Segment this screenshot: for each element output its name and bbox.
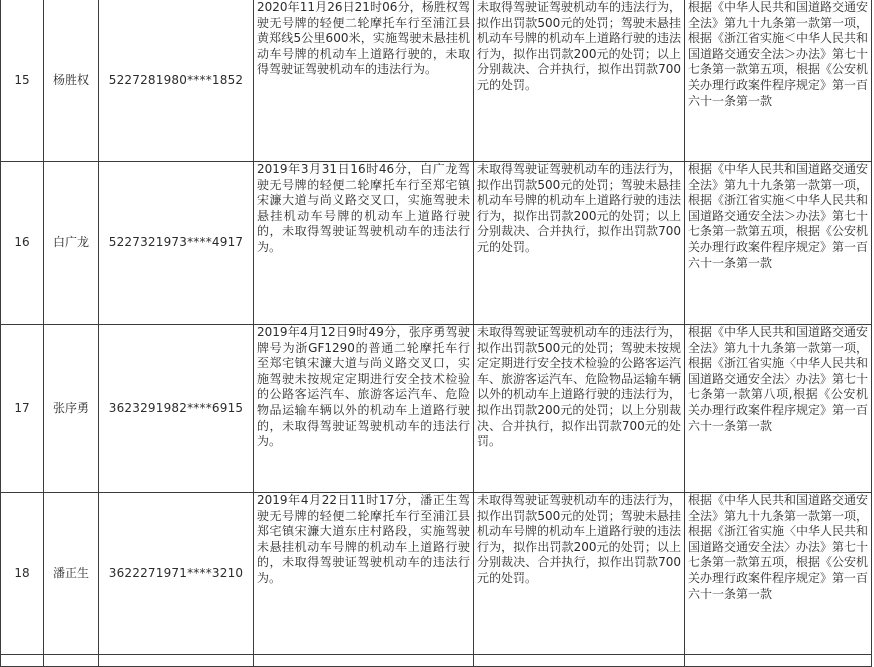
id-number: 3622271971****3210	[99, 493, 254, 655]
id-number: 5227281980****1852	[99, 0, 254, 162]
legal-basis: 根据《中华人民共和国道路交通安全法》第九十九条第一款第一项，根据《浙江省实施〈中华人民共和国道路交通安全法〉办法》第七十七条第一款第五项，根据《公安机关办理行政案件程序规定》第一百六十一条第一款	[685, 493, 872, 655]
row-number: 16	[1, 162, 44, 325]
proposed-penalty: 未取得驾驶证驾驶机动车的违法行为，拟作出罚款500元的处罚；驾驶未悬挂机动车号牌的机动车上道路行驶的违法行为，拟作出罚款200元的处罚；以上分别裁决、合并执行，拟作出罚款700元的处罚。	[474, 493, 685, 655]
legal-basis: 根据《中华人民共和国道路交通安全法》第九十九条第一款第一项，根据《浙江省实施〈中华人民共和国道路交通安全法〉办法》第七十七条第一款第八项,根据《公安机关办理行政案件程序规定》第一百六十一条第一款	[685, 325, 872, 493]
violation-facts: 2019年4月12日9时49分，张序勇驾驶牌号为浙GF1290的普通二轮摩托车行至郑宅镇宋濂大道与尚义路交叉口，实施驾驶未按规定定期进行安全技术检验的公路客运汽车、旅游客运汽车、危险物品运输车辆以外的机动车上道路行驶的，未取得驾驶证驾驶机动车的违法行为。	[254, 325, 474, 493]
violation-facts: 2020年11月26日21时06分，杨胜权驾驶无号牌的轻便二轮摩托车行至浦江县黄郑线5公里600米，实施驾驶未悬挂机动车号牌的机动车上道路行驶的，未取得驾驶证驾驶机动车的违法行为。	[254, 0, 474, 162]
violation-facts: 2019年3月31日16时46分，白广龙驾驶无号牌的轻便二轮摩托车行至郑宅镇宋濂大道与尚义路交叉口，实施驾驶未悬挂机动车号牌的机动车上道路行驶的，未取得驾驶证驾驶机动车的违法行为。	[254, 162, 474, 325]
row-number: 15	[1, 0, 44, 162]
person-name: 张序勇	[44, 325, 99, 493]
id-number: 3623291982****6915	[99, 325, 254, 493]
legal-basis: 根据《中华人民共和国道路交通安全法》第九十九条第一款第一项，根据《浙江省实施＜中华人民共和国道路交通安全法＞办法》第七十七条第一款第五项，根据《公安机关办理行政案件程序规定》第一百六十一条第一款	[685, 0, 872, 162]
legal-basis: 根据《中华人民共和国道路交通安全法》第九十九条第一款第一项，根据《浙江省实施＜中华人民共和国道路交通安全法＞办法》第七十七条第一款第五项，根据《公安机关办理行政案件程序规定》第一百六十一条第一款	[685, 162, 872, 325]
empty-cell	[474, 655, 685, 667]
proposed-penalty: 未取得驾驶证驾驶机动车的违法行为，拟作出罚款500元的处罚；驾驶未悬挂机动车号牌的机动车上道路行驶的违法行为，拟作出罚款200元的处罚；以上分别裁决、合并执行，拟作出罚款700元的处罚。	[474, 162, 685, 325]
person-name: 杨胜权	[44, 0, 99, 162]
proposed-penalty: 未取得驾驶证驾驶机动车的违法行为，拟作出罚款500元的处罚；驾驶未按规定定期进行安全技术检验的公路客运汽车、旅游客运汽车、危险物品运输车辆以外的机动车上道路行驶的违法行为，拟作出罚款200元的处罚；以上分别裁决、合并执行，拟作出罚款700元的处罚。	[474, 325, 685, 493]
table-row-partial	[1, 655, 872, 667]
table-row	[1, 0, 872, 162]
empty-cell	[1, 655, 44, 667]
violation-facts: 2019年4月22日11时17分，潘正生驾驶无号牌的轻便二轮摩托车行至浦江县郑宅镇宋濂大道东庄村路段，实施驾驶未悬挂机动车号牌的机动车上道路行驶的，未取得驾驶证驾驶机动车的违法行为。	[254, 493, 474, 655]
row-number: 18	[1, 493, 44, 655]
empty-cell	[44, 655, 99, 667]
person-name: 白广龙	[44, 162, 99, 325]
id-number: 5227321973****4917	[99, 162, 254, 325]
table-row	[1, 162, 872, 325]
empty-cell	[254, 655, 474, 667]
empty-cell	[685, 655, 872, 667]
row-number: 17	[1, 325, 44, 493]
table-row	[1, 493, 872, 655]
empty-cell	[99, 655, 254, 667]
person-name: 潘正生	[44, 493, 99, 655]
table-row	[1, 325, 872, 493]
proposed-penalty: 未取得驾驶证驾驶机动车的违法行为，拟作出罚款500元的处罚；驾驶未悬挂机动车号牌的机动车上道路行驶的违法行为，拟作出罚款200元的处罚；以上分别裁决、合并执行，拟作出罚款700元的处罚。	[474, 0, 685, 162]
